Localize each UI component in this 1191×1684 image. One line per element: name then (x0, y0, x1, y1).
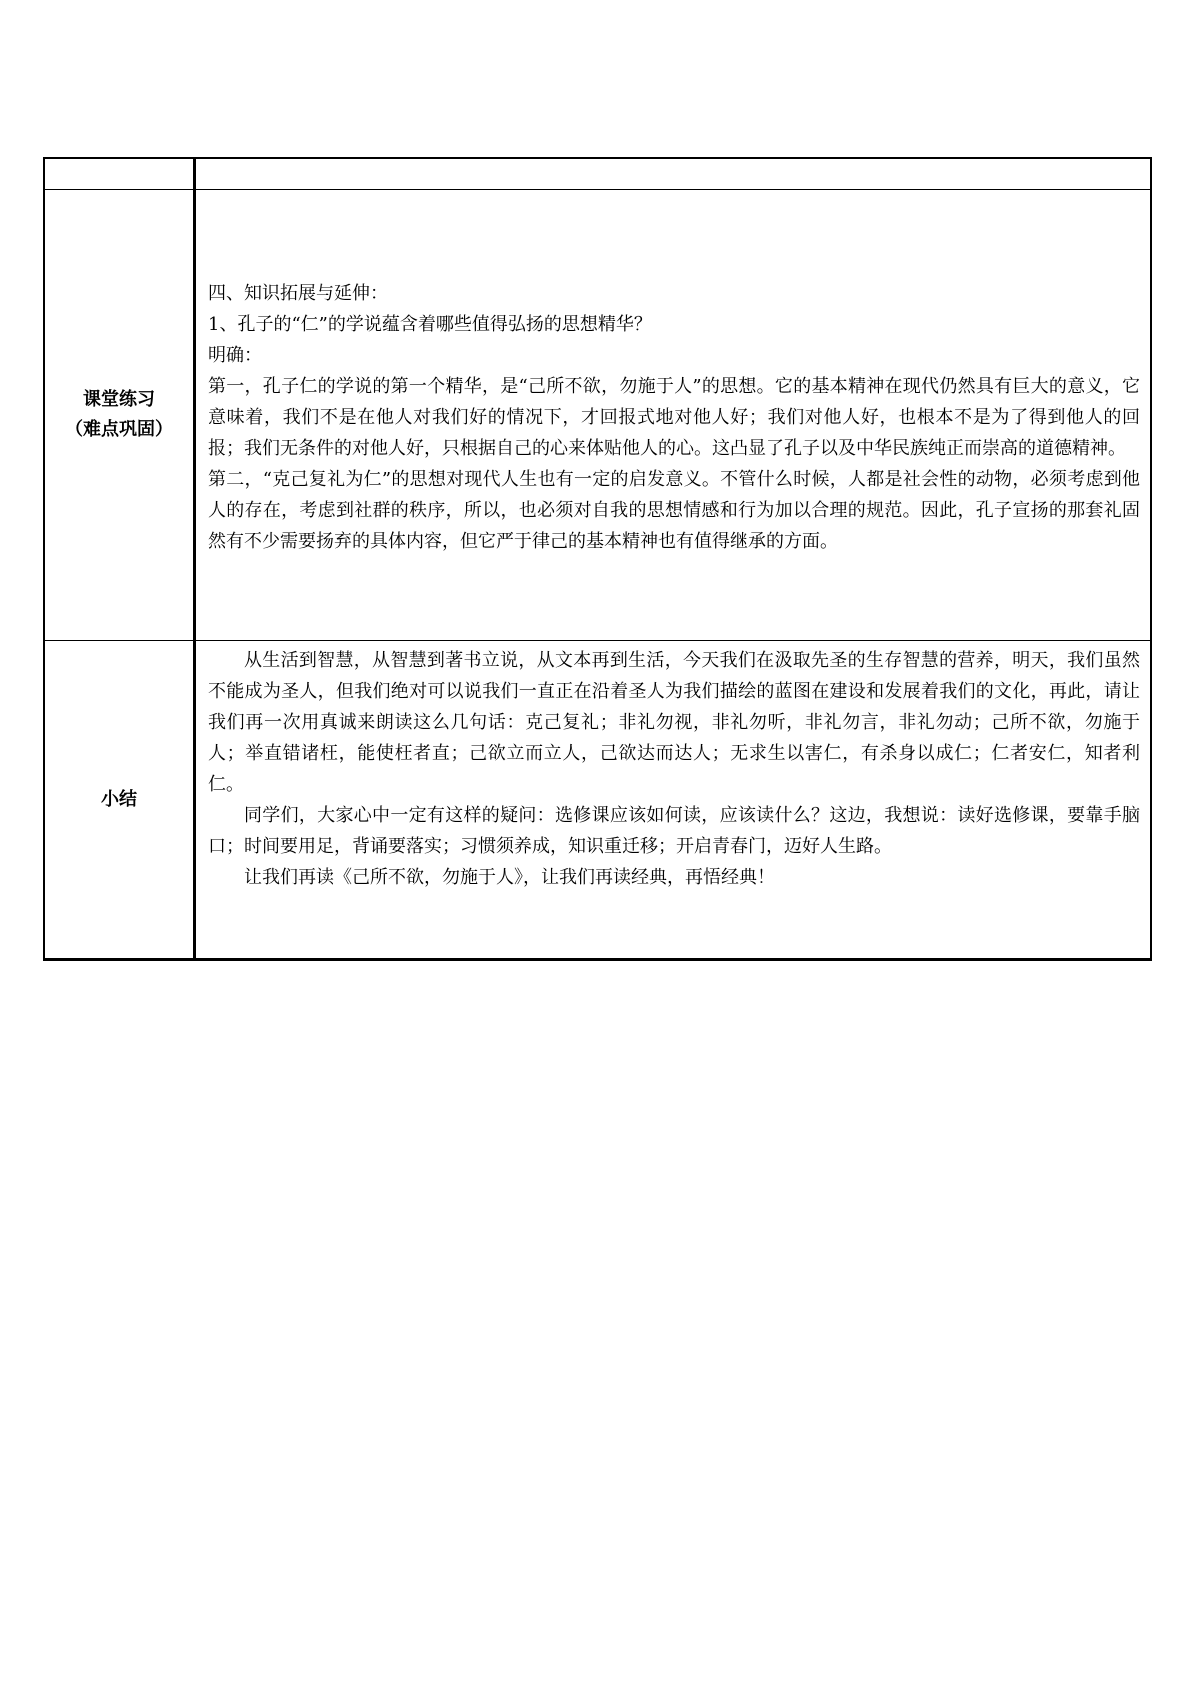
summary-paragraph-1: 从生活到智慧，从智慧到著书立说，从文本再到生活，今天我们在汲取先圣的生存智慧的营养，明天，我们虽然不能成为圣人，但我们绝对可以说我们一直正在沿着圣人为我们描绘的蓝图在建设和发展着我们的文化，再此，请让我们再一次用真诚来朗读这么几句话：克己复礼；非礼勿视，非礼勿听，非礼勿言，非礼勿动；己所不欲，勿施于人；举直错诸枉，能使枉者直；己欲立而立人，己欲达而达人；无求生以害仁，有杀身以成仁；仁者安仁，知者利仁。 (208, 650, 1140, 795)
lesson-plan-table (43, 157, 1152, 961)
table-row-practice (44, 190, 1151, 641)
practice-point-1: 第一，孔子仁的学说的第一个精华，是“己所不欲，勿施于人”的思想。它的基本精神在现代仍然具有巨大的意义，它意味着，我们不是在他人对我们好的情况下，才回报式地对他人好；我们对他人好，也根本不是为了得到他人的回报；我们无条件的对他人好，只根据自己的心来体贴他人的心。这凸显了孔子以及中华民族纯正而崇高的道德精神。 (208, 376, 1140, 459)
practice-label-title: 课堂练习 (83, 389, 155, 410)
summary-content-cell (195, 641, 1152, 960)
practice-answer-label: 明确： (208, 345, 262, 366)
practice-question: 1、孔子的“仁”的学说蕴含着哪些值得弘扬的思想精华？ (208, 314, 652, 335)
header-label-cell (44, 158, 195, 190)
summary-body (208, 641, 1140, 893)
practice-heading: 四、知识拓展与延伸： (208, 283, 388, 304)
practice-content-cell (195, 190, 1152, 641)
header-content-cell (195, 158, 1152, 190)
practice-point-2: 第二，“克己复礼为仁”的思想对现代人生也有一定的启发意义。不管什么时候，人都是社会性的动物，必须考虑到他人的存在，考虑到社群的秩序，所以，也必须对自我的思想情感和行为加以合理的规范。因此，孔子宣扬的那套礼固然有不少需要扬弃的具体内容，但它严于律己的基本精神也有值得继承的方面。 (208, 469, 1140, 552)
table-row-summary (44, 641, 1151, 960)
practice-label-subtitle: （难点巩固） (65, 419, 173, 440)
summary-paragraph-3: 让我们再读《己所不欲，勿施于人》，让我们再读经典，再悟经典！ (244, 867, 775, 888)
summary-label-cell: 小结 (44, 641, 195, 960)
summary-paragraph-2: 同学们，大家心中一定有这样的疑问：选修课应该如何读，应该读什么？这边，我想说：读好选修课，要靠手脑口；时间要用足，背诵要落实；习惯须养成，知识重迁移；开启青春门，迈好人生路。 (208, 805, 1140, 857)
practice-body (208, 190, 1140, 557)
practice-label-cell (44, 190, 195, 641)
table-row-header (44, 158, 1151, 190)
